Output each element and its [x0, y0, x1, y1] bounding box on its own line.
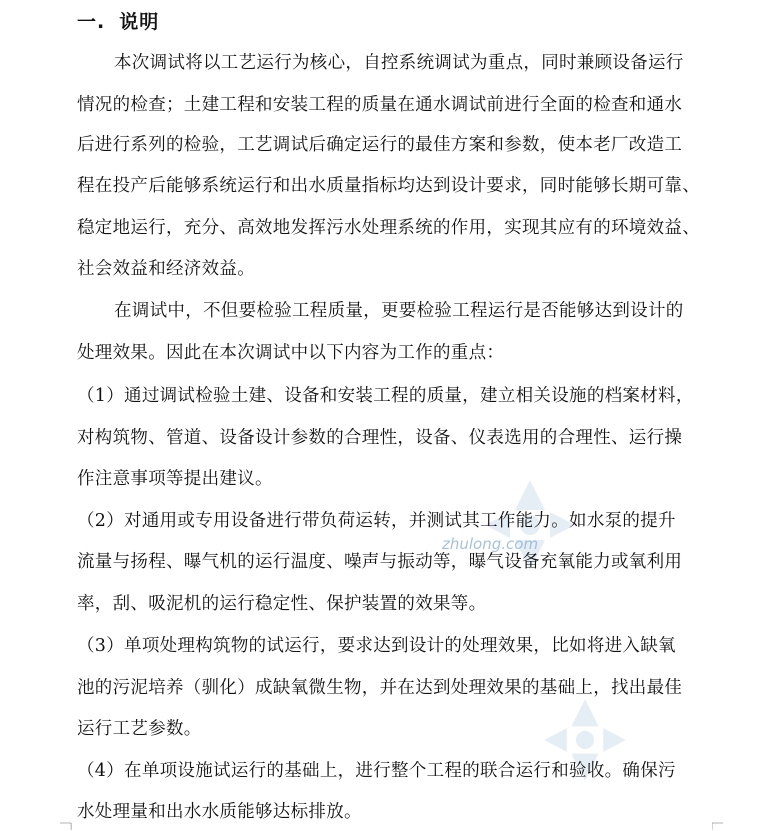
text-line: 运行工艺参数。	[77, 719, 202, 739]
text-line: 池的污泥培养（驯化）成缺氧微生物，并在达到处理效果的基础上，找出最佳	[77, 678, 683, 698]
list-item-line: （2）对通用或专用设备进行带负荷运转，并测试其工作能力。如水泵的提升	[77, 511, 676, 531]
text-line: 水处理量和出水水质能够达标排放。	[77, 802, 362, 822]
text-line: 对构筑物、管道、设备设计参数的合理性，设备、仪表选用的合理性、运行操	[77, 428, 683, 448]
text-line: 情况的检查；土建工程和安装工程的质量在通水调试前进行全面的检查和通水	[77, 95, 683, 115]
section-title: 说明	[119, 11, 160, 33]
list-item-line: （1）通过调试检验土建、设备和安装工程的质量，建立相关设施的档案材料，	[77, 386, 694, 406]
list-item-line: （3）单项处理构筑物的试运行，要求达到设计的处理效果，比如将进入缺氧	[77, 636, 676, 656]
text-line: 作注意事项等提出建议。	[77, 469, 273, 489]
page-corner-mark-left	[60, 822, 72, 830]
text-line: 处理效果。因此在本次调试中以下内容为工作的重点：	[77, 343, 505, 363]
text-line: 率，刮、吸泥机的运行稳定性、保护装置的效果等。	[77, 594, 487, 614]
text-line: 流量与扬程、曝气机的运行温度、噪声与振动等，曝气设备充氧能力或氧利用	[77, 552, 683, 572]
list-item-line: （4）在单项设施试运行的基础上，进行整个工程的联合运行和验收。确保污	[77, 761, 676, 781]
text-line: 稳定地运行，充分、高效地发挥污水处理系统的作用，实现其应有的环境效益、	[77, 218, 700, 238]
text-line: 本次调试将以工艺运行为核心，自控系统调试为重点，同时兼顾设备运行	[114, 53, 684, 73]
page-corner-mark-right	[712, 822, 724, 830]
text-line: 在调试中，不但要检验工程质量，更要检验工程运行是否能够达到设计的	[114, 301, 684, 321]
watermark-text: zhulong.com	[442, 535, 539, 553]
section-heading	[77, 8, 159, 36]
text-line: 后进行系列的检验，工艺调试后确定运行的最佳方案和参数，使本老厂改造工	[77, 135, 683, 155]
section-number: 一.	[77, 11, 106, 33]
text-line: 社会效益和经济效益。	[77, 259, 255, 279]
text-line: 程在投产后能够系统运行和出水质量指标均达到设计要求，同时能够长期可靠、	[77, 176, 700, 196]
